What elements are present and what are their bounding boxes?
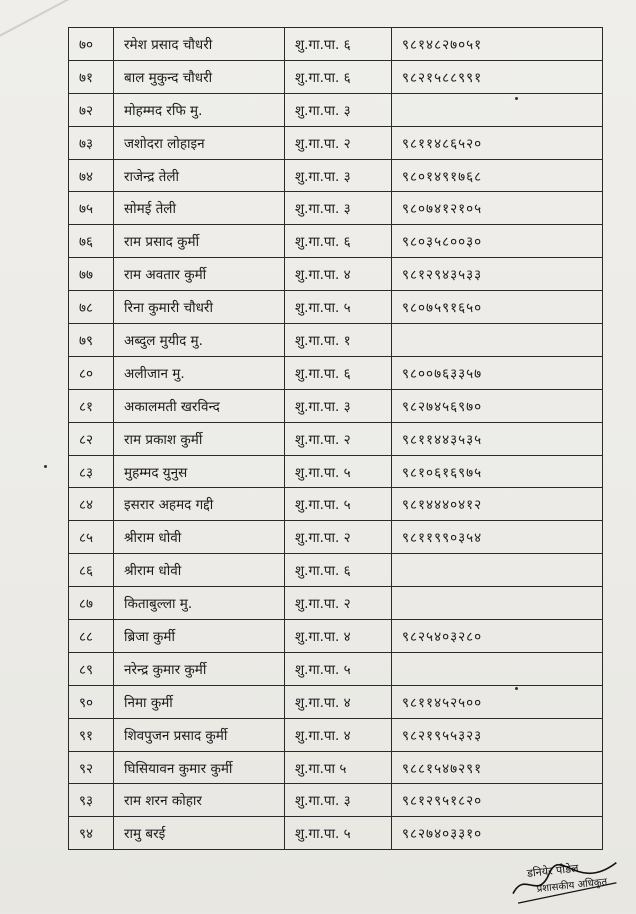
address-cell: शु.गा.पा. ६ (285, 60, 392, 93)
table-row (69, 356, 603, 389)
serial-number-cell: ८३ (69, 455, 114, 488)
serial-number-cell: ७३ (69, 126, 114, 159)
name-cell: किताबुल्ला मु. (114, 587, 285, 620)
name-cell: रामु बरई (114, 817, 285, 850)
address-cell: शु.गा.पा. ३ (285, 159, 392, 192)
name-cell: जशोदरा लोहाइन (114, 126, 285, 159)
serial-number-cell: ७५ (69, 192, 114, 225)
phone-cell: ९८११४८६५२० (392, 126, 603, 159)
table-row (69, 652, 603, 685)
roster-table-body (69, 28, 603, 850)
address-cell: शु.गा.पा. २ (285, 422, 392, 455)
serial-number-cell: ८९ (69, 652, 114, 685)
serial-number-cell: ८५ (69, 521, 114, 554)
table-row (69, 554, 603, 587)
table-row (69, 28, 603, 61)
phone-cell: ९८२५४०३२८० (392, 620, 603, 653)
phone-cell: ९८१०६१६९७५ (392, 455, 603, 488)
phone-cell: ९८२१९५५३२३ (392, 718, 603, 751)
address-cell: शु.गा.पा ५ (285, 751, 392, 784)
phone-cell: ९८०७५९१६५० (392, 291, 603, 324)
name-cell: मुहम्मद युनुस (114, 455, 285, 488)
phone-cell (392, 587, 603, 620)
address-cell: शु.गा.पा. २ (285, 126, 392, 159)
name-cell: श्रीराम धोवी (114, 554, 285, 587)
phone-cell: ९८००७६३३५७ (392, 356, 603, 389)
signature-title: प्रशासकीय अधिकृत (536, 876, 608, 896)
serial-number-cell: ७९ (69, 324, 114, 357)
phone-cell: ९८११४४३५३५ (392, 422, 603, 455)
table-row (69, 784, 603, 817)
phone-cell (392, 93, 603, 126)
address-cell: शु.गा.पा. ३ (285, 192, 392, 225)
address-cell: शु.गा.पा. ६ (285, 356, 392, 389)
phone-cell: ९८१४८२७०५१ (392, 28, 603, 61)
address-cell: शु.गा.पा. ५ (285, 652, 392, 685)
phone-cell: ९८२१५८८९९१ (392, 60, 603, 93)
serial-number-cell: ९३ (69, 784, 114, 817)
serial-number-cell: ७४ (69, 159, 114, 192)
phone-cell: ९८०७४१२१०५ (392, 192, 603, 225)
name-cell: रमेश प्रसाद चौधरी (114, 28, 285, 61)
table-row (69, 258, 603, 291)
serial-number-cell: ८० (69, 356, 114, 389)
phone-cell: ९८०३५८००३० (392, 225, 603, 258)
table-row (69, 521, 603, 554)
name-cell: इसरार अहमद गद्दी (114, 488, 285, 521)
serial-number-cell: ९१ (69, 718, 114, 751)
address-cell: शु.गा.पा. ६ (285, 28, 392, 61)
roster-table (68, 27, 603, 850)
table-row (69, 685, 603, 718)
table-row (69, 389, 603, 422)
phone-cell: ९८१२९५१८२० (392, 784, 603, 817)
name-cell: ब्रिजा कुर्मी (114, 620, 285, 653)
table-row (69, 60, 603, 93)
table-row (69, 225, 603, 258)
table-row (69, 192, 603, 225)
serial-number-cell: ७२ (69, 93, 114, 126)
serial-number-cell: ८४ (69, 488, 114, 521)
table-row (69, 324, 603, 357)
serial-number-cell: ९४ (69, 817, 114, 850)
table-row (69, 620, 603, 653)
phone-cell: ९८१२९४३५३३ (392, 258, 603, 291)
phone-cell: ९८२७४०३३१० (392, 817, 603, 850)
serial-number-cell: ७० (69, 28, 114, 61)
name-cell: बाल मुकुन्द चौधरी (114, 60, 285, 93)
address-cell: शु.गा.पा. ५ (285, 488, 392, 521)
address-cell: शु.गा.पा. २ (285, 587, 392, 620)
name-cell: राजेन्द्र तेली (114, 159, 285, 192)
serial-number-cell: ८१ (69, 389, 114, 422)
name-cell: अलीजान मु. (114, 356, 285, 389)
address-cell: शु.गा.पा. ४ (285, 685, 392, 718)
table-row (69, 587, 603, 620)
name-cell: राम शरन कोहार (114, 784, 285, 817)
table-row (69, 817, 603, 850)
name-cell: घिसियावन कुमार कुर्मी (114, 751, 285, 784)
table-row (69, 488, 603, 521)
table-row (69, 159, 603, 192)
table-row (69, 93, 603, 126)
address-cell: शु.गा.पा. ५ (285, 455, 392, 488)
name-cell: श्रीराम धोवी (114, 521, 285, 554)
name-cell: राम प्रसाद कुर्मी (114, 225, 285, 258)
address-cell: शु.गा.पा. ४ (285, 718, 392, 751)
name-cell: नरेन्द्र कुमार कुर्मी (114, 652, 285, 685)
serial-number-cell: ८७ (69, 587, 114, 620)
address-cell: शु.गा.पा. ३ (285, 784, 392, 817)
table-row (69, 422, 603, 455)
address-cell: शु.गा.पा. ४ (285, 620, 392, 653)
serial-number-cell: ८६ (69, 554, 114, 587)
serial-number-cell: ७६ (69, 225, 114, 258)
serial-number-cell: ७१ (69, 60, 114, 93)
address-cell: शु.गा.पा. १ (285, 324, 392, 357)
address-cell: शु.गा.पा. २ (285, 521, 392, 554)
name-cell: राम प्रकाश कुर्मी (114, 422, 285, 455)
table-row (69, 718, 603, 751)
table-row (69, 291, 603, 324)
address-cell: शु.गा.पा. ६ (285, 225, 392, 258)
signature-stamp (504, 852, 628, 910)
address-cell: शु.गा.पा. ५ (285, 291, 392, 324)
table-row (69, 751, 603, 784)
serial-number-cell: ९२ (69, 751, 114, 784)
name-cell: रिना कुमारी चौधरी (114, 291, 285, 324)
serial-number-cell: ८२ (69, 422, 114, 455)
phone-cell (392, 324, 603, 357)
phone-cell: ९८८१५४७२९१ (392, 751, 603, 784)
table-row (69, 126, 603, 159)
serial-number-cell: ७७ (69, 258, 114, 291)
serial-number-cell: ९० (69, 685, 114, 718)
address-cell: शु.गा.पा. ४ (285, 258, 392, 291)
name-cell: मोहम्मद रफि मु. (114, 93, 285, 126)
serial-number-cell: ८८ (69, 620, 114, 653)
phone-cell (392, 652, 603, 685)
signature-name: डनियेर पौडेल (526, 861, 580, 880)
address-cell: शु.गा.पा. ३ (285, 389, 392, 422)
name-cell: सोमई तेली (114, 192, 285, 225)
ink-speck (44, 465, 47, 468)
phone-cell: ९८०१४९१७६८ (392, 159, 603, 192)
name-cell: निमा कुर्मी (114, 685, 285, 718)
name-cell: शिवपुजन प्रसाद कुर्मी (114, 718, 285, 751)
address-cell: शु.गा.पा. ६ (285, 554, 392, 587)
name-cell: राम अवतार कुर्मी (114, 258, 285, 291)
serial-number-cell: ७८ (69, 291, 114, 324)
phone-cell: ९८११४५२५०० (392, 685, 603, 718)
table-row (69, 455, 603, 488)
address-cell: शु.गा.पा. ३ (285, 93, 392, 126)
phone-cell (392, 554, 603, 587)
name-cell: अकालमती खरविन्द (114, 389, 285, 422)
name-cell: अब्दुल मुयीद मु. (114, 324, 285, 357)
phone-cell: ९८२७४५६९७० (392, 389, 603, 422)
phone-cell: ९८१४४४०४१२ (392, 488, 603, 521)
phone-cell: ९८११९९०३५४ (392, 521, 603, 554)
address-cell: शु.गा.पा. ५ (285, 817, 392, 850)
